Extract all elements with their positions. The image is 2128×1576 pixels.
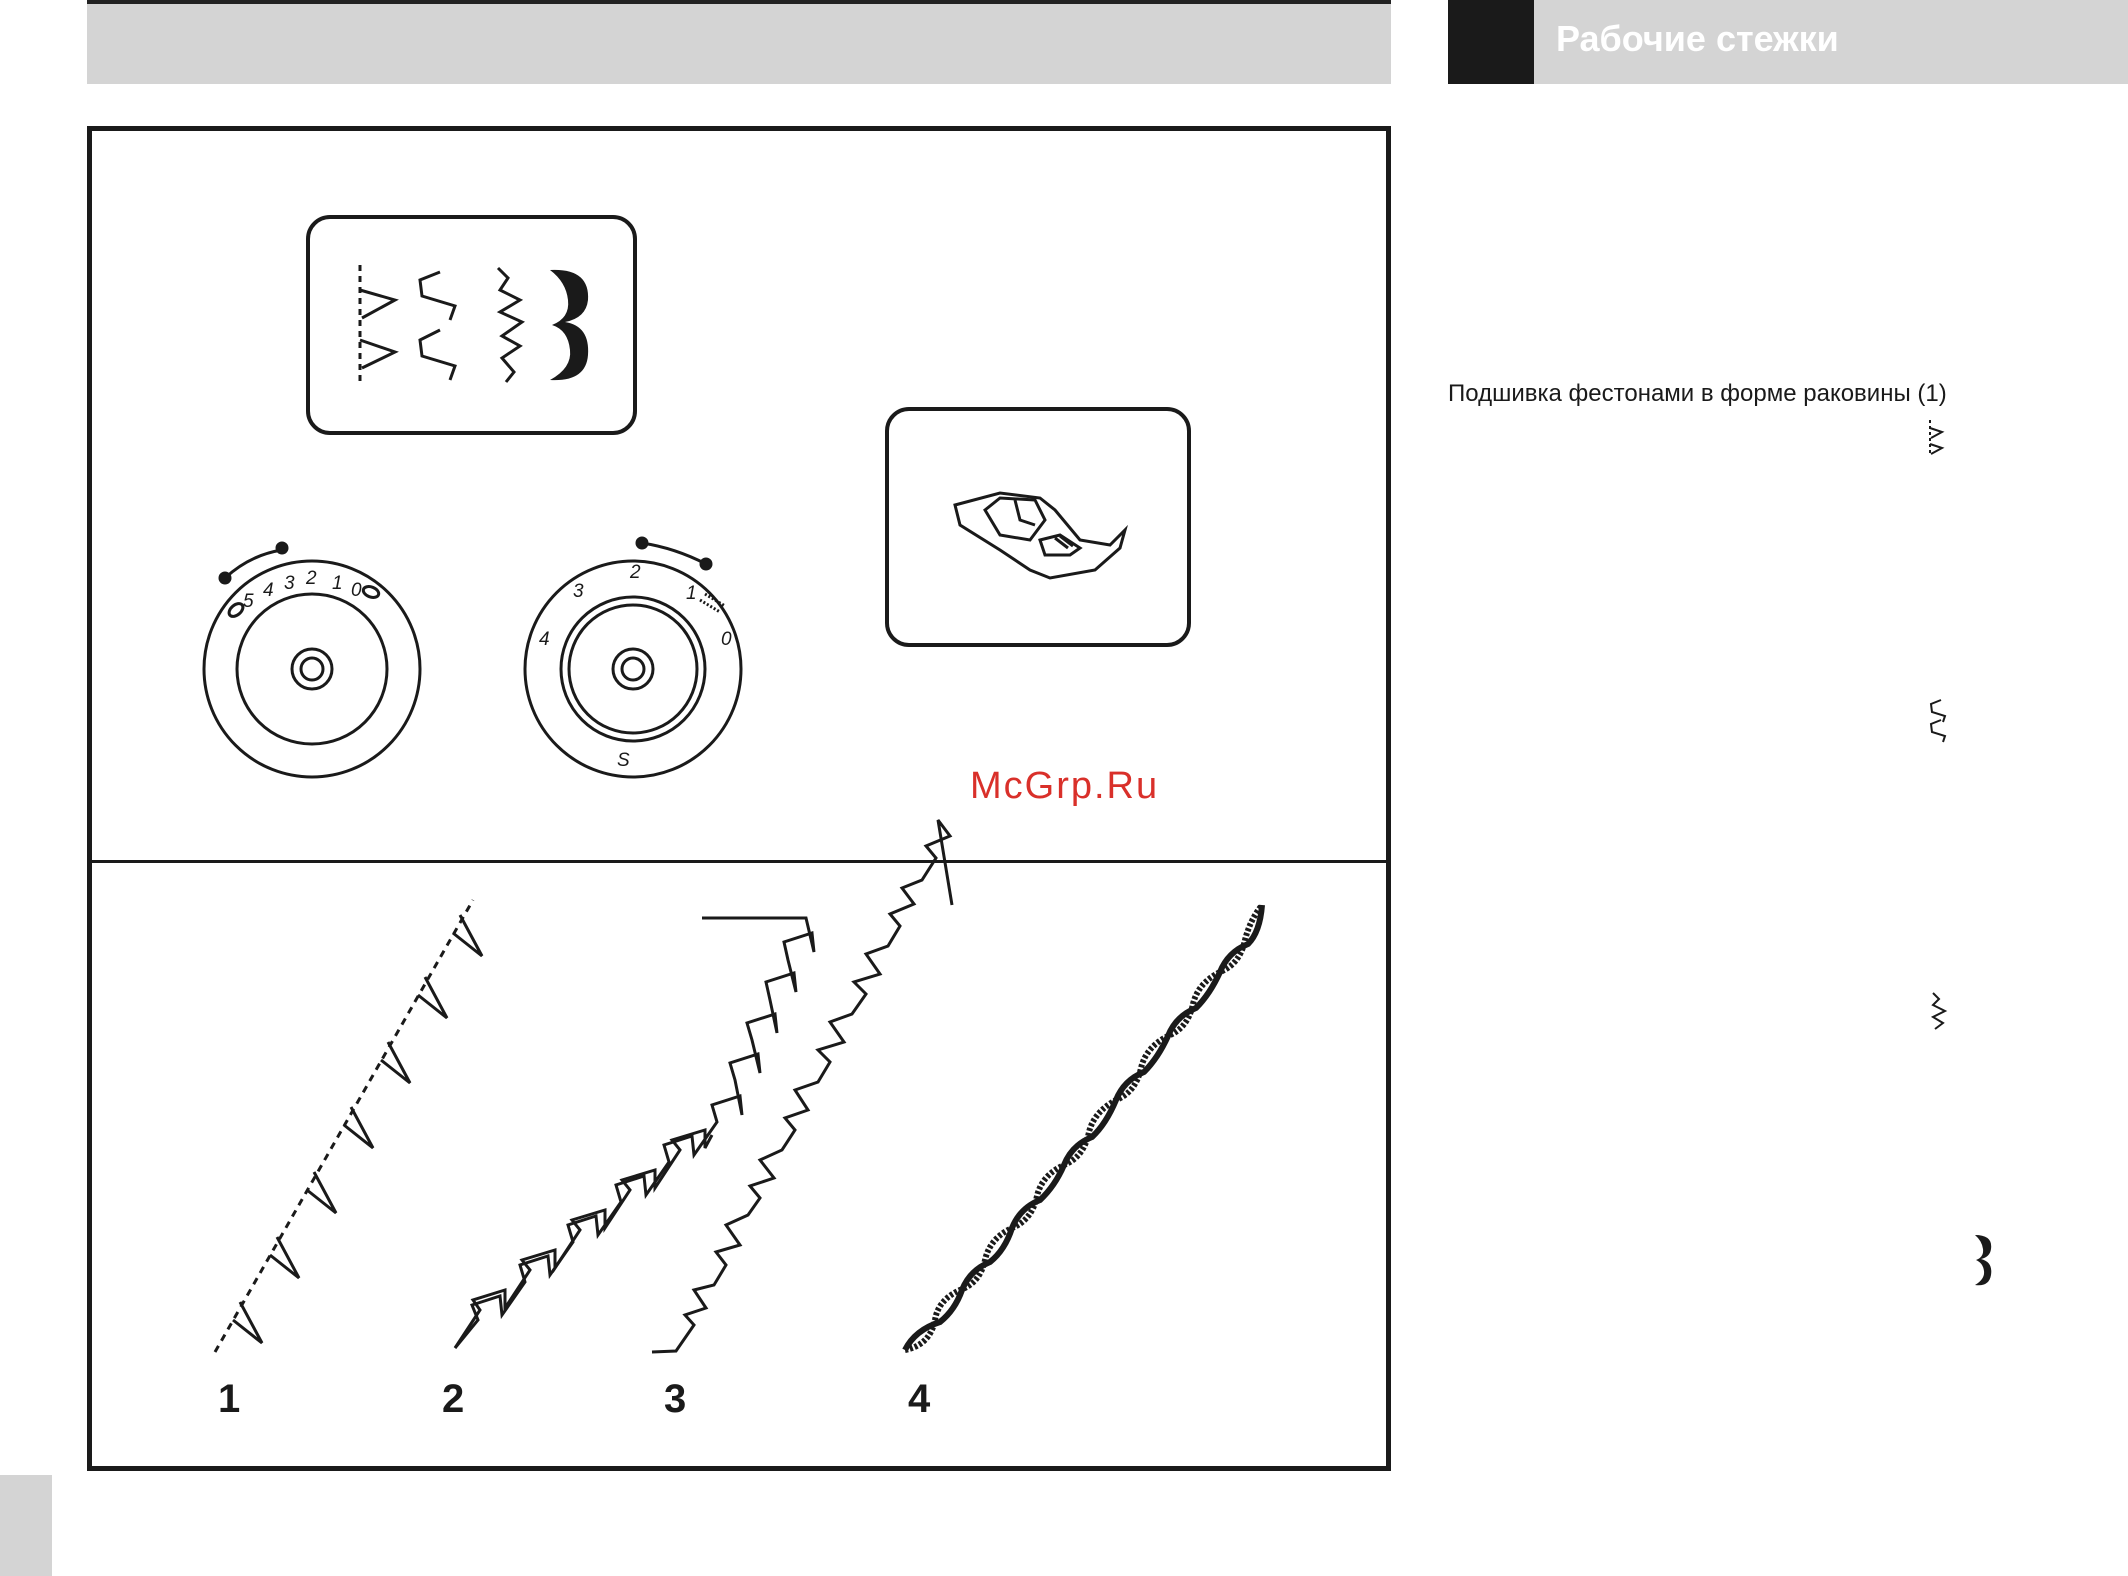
length-dial-number: 0 [721, 629, 732, 650]
stitch-sample-stretch-blind-hem-line [455, 1130, 712, 1348]
section-subheading: Подшивка фестонами в форме раковины (1) [1448, 380, 1947, 407]
stitch-pattern-panel [308, 217, 635, 433]
width-dial-number: 3 [284, 573, 295, 594]
stitch-sample-zigzag [652, 820, 952, 1352]
shell-scallop-icon [550, 270, 588, 380]
stitch-label: 4 [908, 1377, 931, 1421]
length-dial-number: 3 [573, 581, 584, 602]
page-side-tab [0, 1475, 52, 1576]
width-dial-number: 0 [351, 580, 362, 601]
width-dial-number: 2 [306, 568, 317, 589]
watermark: McGrp.Ru [970, 765, 1160, 807]
blind-hem-stitch-icon [360, 265, 395, 382]
presser-foot-panel [887, 409, 1189, 645]
length-dial-number: S [617, 750, 630, 771]
stretch-blind-hem-icon [1931, 700, 1945, 742]
stitch-sample-shell-scallop [905, 905, 1262, 1350]
page-title: Рабочие стежки [1556, 18, 1839, 59]
stretch-blind-hem-icon [420, 272, 455, 380]
length-dial-number: 2 [630, 562, 641, 583]
zigzag-stitch-icon [1933, 993, 1945, 1029]
length-dial-number: 4 [539, 629, 550, 650]
length-dial-number: 1 [686, 583, 697, 604]
blind-hem-stitch-icon [1930, 420, 1942, 455]
stitch-sample-blind-hem [215, 900, 482, 1352]
shell-scallop-icon [1975, 1235, 1991, 1285]
width-dial-number: 5 [243, 591, 254, 612]
zigzag-presser-foot-icon [955, 493, 1125, 578]
stitch-label: 3 [664, 1377, 687, 1421]
stitch-label: 2 [442, 1377, 465, 1421]
stitch-label: 1 [218, 1377, 241, 1421]
width-dial-number: 4 [263, 580, 274, 601]
right-column-icons [1915, 410, 1995, 1290]
width-dial-number: 1 [332, 573, 343, 594]
stitch-sample-stretch-blind-hem [455, 918, 814, 1348]
zigzag-stitch-icon [498, 268, 522, 382]
